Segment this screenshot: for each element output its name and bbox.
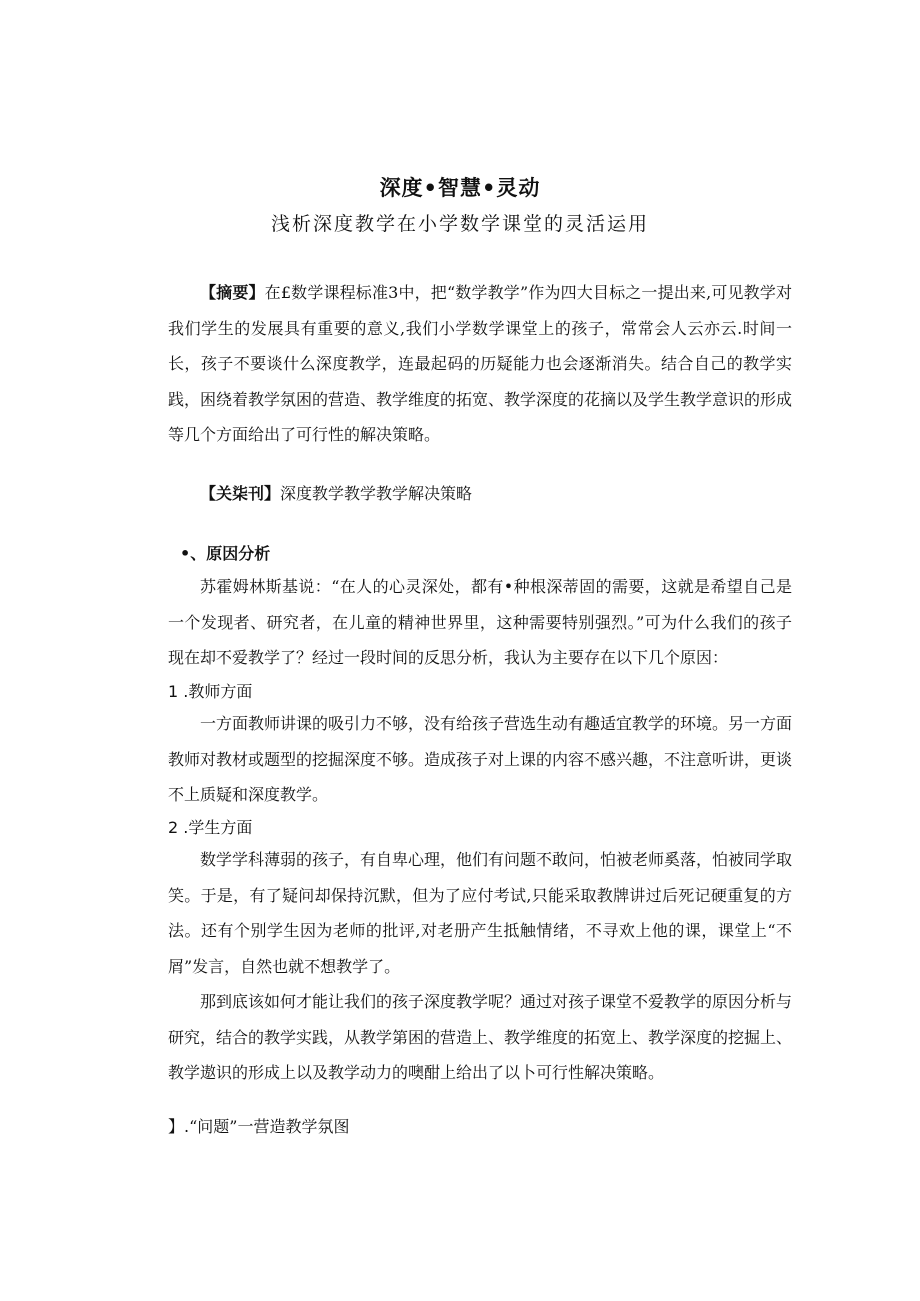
abstract-paragraph bbox=[168, 275, 792, 453]
document-subtitle: 浅析深度教学在小学数学课堂的灵活运用 bbox=[270, 213, 649, 235]
keywords-text: 深度教学教学教学解决策略 bbox=[280, 484, 473, 503]
section1-quote-paragraph: 苏霍姆林斯基说：“在人的心灵深处，都有•种根深蒂固的需要，这就是希望自己是一个发现者、研究者，在儿童的精神世界里，这种需要特别强烈。”可为什么我们的孩子现在却不爱教学了？经过一段时间的反思分析，我认为主要存在以下几个原因： bbox=[168, 577, 792, 667]
keywords-paragraph bbox=[168, 476, 792, 512]
sub2-heading: 2 .学生方面 bbox=[168, 818, 253, 837]
summary-paragraph: 那到底该如何才能让我们的孩子深度教学呢？通过对孩子课堂不爱教学的原因分析与研究，结合的教学实践，从教学第困的营造上、教学维度的拓宽上、教学深度的挖掘上、教学遨识的形成上以及教学动力的噢酣上给出了以卜可行性解决策略。 bbox=[168, 992, 793, 1082]
document-title: 深度•智慧•灵动 bbox=[379, 176, 541, 200]
sub2-paragraph: 数学学科薄弱的孩子，有自卑心理，他们有问题不敢问，怕被老师奚落，怕被同学取笑。于是，有了疑问却保持沉默，但为了应付考试,只能采取教牌讲过后死记硬重复的方法。还有个别学生因为老师的批评,对老册产生抵触情绪，不寻欢上他的课，课堂上“不屑”发言，自然也就不想教学了。 bbox=[168, 850, 793, 976]
sub1-paragraph: 一方面教师讲课的吸引力不够，没有给孩子营选生动有趣适宜教学的环境。另一方面教师对教材或题型的挖掘深度不够。造成孩子对上课的内容不感兴趣，不注意听讲，更谈不上质疑和深度教学。 bbox=[168, 714, 793, 804]
section1-heading: •、原因分析 bbox=[180, 544, 271, 563]
abstract-label: 【摘要】 bbox=[200, 283, 265, 302]
sub1-heading: 1 .教师方面 bbox=[168, 682, 253, 701]
section2-heading: 】.“问题”一营造教学氛图 bbox=[168, 1117, 350, 1136]
keywords-label: 【关柒刊】 bbox=[200, 484, 281, 503]
abstract-text: 在£数学课程标准3中，把“数学教学”作为四大目标之一提出来,可见教学对我们学生的发展具有重要的意义,我们小学数学课堂上的孩子，常常会人云亦云.时间一长，孩子不要谈什么深度教学，连最起码的历疑能力也会逐渐消失。结合自己的教学实践，困绕着教学氛困的营造、教学维度的拓宽、教学深度的花摘以及学生教学意识的形成等几个方面给出了可行性的解决策略。 bbox=[168, 283, 793, 444]
